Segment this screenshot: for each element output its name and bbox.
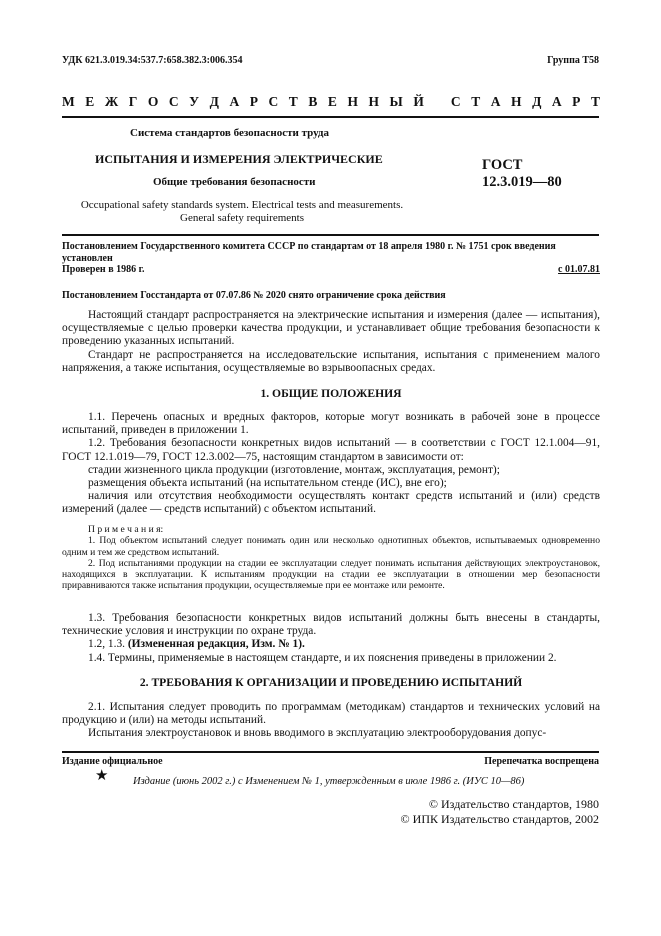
banner-letter: С — [168, 94, 179, 109]
copyright-2002: © ИПК Издательство стандартов, 2002 — [400, 812, 599, 826]
copyright-1980: © Издательство стандартов, 1980 — [428, 797, 599, 811]
english-title-line-1: Occupational safety standards system. Electrical tests and measurements. — [80, 199, 404, 211]
section-1-heading: 1. ОБЩИЕ ПОЛОЖЕНИЯ — [260, 387, 402, 400]
system-title: Система стандартов безопасности труда — [130, 127, 329, 139]
decree-line-2: установлен — [62, 252, 113, 264]
banner-letter: Г — [128, 94, 138, 109]
amendment-clauses: 1.2, 1.3. — [88, 638, 126, 651]
note-2: 2. Под испытаниями продукции на стадии ее эксплуатации следует понимать испытания действующих электроустановок, находящихся в эксплуатации. К испытаниям продукции на стадии ее эксплуатации в отношении мер безопасности приравниваются также испытания продукции, осуществляемые при ее монтаже или ремонте. — [62, 557, 600, 592]
effective-date: с 01.07.81 — [558, 264, 600, 275]
criterion-contact: наличия или отсутствия необходимости осуществлять контакт средств испытаний и (или) средств измерений (далее — средств испытаний) с объектом испытаний. — [62, 490, 600, 516]
document-subtitle: Общие требования безопасности — [153, 176, 316, 188]
group-code: Группа Т58 — [547, 55, 599, 66]
english-title — [62, 199, 422, 225]
paragraph-2-1-continued: Испытания электроустановок и вновь вводимого в эксплуатацию электрооборудования допус- — [88, 727, 547, 740]
banner-letter: Д — [532, 94, 542, 109]
intro-paragraph-1: Настоящий стандарт распространяется на электрические испытания и измерения (далее — испытания), осуществляемые с целью проверки качества продукции, и устанавливает общие требования безопасности к проведению указанных испытаний. — [62, 309, 600, 348]
gost-label: ГОСТ — [482, 157, 523, 173]
reprint-prohibited: Перепечатка воспрещена — [484, 756, 599, 767]
star-icon: ★ — [95, 768, 109, 784]
paragraph-1-3: 1.3. Требования безопасности конкретных видов испытаний должны быть внесены в стандарты, технические условия и инструкции по охране труда. — [62, 612, 600, 638]
banner-letter: Н — [347, 94, 358, 109]
banner-letter: М — [62, 94, 75, 109]
footer-rule — [62, 751, 599, 753]
note-1: 1. Под объектом испытаний следует понимать один или несколько однотипных объектов, испытываемых одновременно одним и тем же средством испытаний. — [62, 535, 600, 558]
banner-letter: Т — [590, 94, 600, 109]
decree-block — [62, 241, 602, 276]
banner-letter: С — [268, 94, 279, 109]
paragraph-1-2: 1.2. Требования безопасности конкретных видов испытаний — в соответствии с ГОСТ 12.1.004—91, ГОСТ 12.1.019—79, ГОСТ 12.3.002—75, настоящим стандартом в зависимости от: — [62, 437, 600, 463]
decree-checked: Проверен в 1986 г. — [62, 264, 145, 275]
banner-letter: Ы — [389, 94, 403, 109]
banner-letter: Ж — [104, 94, 119, 109]
criterion-lifecycle: стадии жизненного цикла продукции (изготовление, монтаж, эксплуатация, ремонт); — [88, 463, 500, 476]
notes-title: П р и м е ч а н и я: — [88, 524, 164, 535]
section-2-heading: 2. ТРЕБОВАНИЯ К ОРГАНИЗАЦИИ И ПРОВЕДЕНИЮ ИСПЫТАНИЙ — [139, 676, 523, 689]
banner-letter: Т — [471, 94, 481, 109]
banner-letter: Й — [413, 94, 424, 109]
banner-letter: А — [551, 94, 562, 109]
udk-code: УДК 621.3.019.34:537.7:658.382.3:006.354 — [62, 55, 243, 66]
banner-letter: Н — [511, 94, 522, 109]
intro-block — [62, 309, 600, 375]
interstate-standard-banner — [62, 94, 600, 110]
banner-letter: Р — [572, 94, 581, 109]
section-1-tail — [62, 612, 600, 665]
banner-letter: А — [490, 94, 501, 109]
banner-letter: Н — [368, 94, 379, 109]
banner-letter: Е — [85, 94, 95, 109]
decree-line-1: Постановлением Государственного комитета СССР по стандартам от 18 апреля 1980 г. № 1751 срок введения — [62, 241, 556, 252]
decree-checked-row — [62, 264, 600, 276]
criterion-placement: размещения объекта испытаний (на испытательном стенде (ИС), вне его); — [88, 477, 447, 490]
banner-rule — [62, 116, 599, 118]
copyright-block — [401, 797, 599, 827]
banner-letter: С — [450, 94, 461, 109]
banner-letter: В — [308, 94, 318, 109]
banner-letter: О — [147, 94, 159, 109]
title-rule — [62, 234, 599, 236]
amendment-note — [62, 638, 600, 651]
banner-letter: Е — [327, 94, 337, 109]
notes-block — [62, 524, 600, 592]
section-2-body — [62, 701, 600, 741]
banner-letter: Д — [209, 94, 219, 109]
decree-line-3: Постановлением Госстандарта от 07.07.86 № 2020 снято ограничение срока действия — [62, 290, 446, 301]
banner-letter: У — [189, 94, 200, 109]
banner-letter: Т — [288, 94, 298, 109]
amendment-text: (Измененная редакция, Изм. № 1). — [127, 638, 305, 651]
paragraph-2-1: 2.1. Испытания следует проводить по программам (методикам) стандартов и технических условий на продукцию и (или) на методы испытаний. — [62, 701, 600, 727]
section-1-body — [62, 411, 600, 517]
edition-note: Издание (июнь 2002 г.) с Изменением № 1, утвержденным в июле 1986 г. (ИУС 10—86) — [133, 776, 525, 787]
banner-letter: А — [229, 94, 240, 109]
gost-number: 12.3.019—80 — [482, 174, 562, 190]
paragraph-1-4: 1.4. Термины, применяемые в настоящем стандарте, и их пояснения приведены в приложении 2. — [88, 651, 557, 664]
official-edition: Издание официальное — [62, 756, 163, 767]
document-title: ИСПЫТАНИЯ И ИЗМЕРЕНИЯ ЭЛЕКТРИЧЕСКИЕ — [95, 152, 383, 166]
intro-paragraph-2: Стандарт не распространяется на исследовательские испытания, испытания с применением малого напряжения, а также испытания, осуществляемые во взрывоопасных средах. — [62, 348, 600, 374]
banner-letter: Р — [249, 94, 258, 109]
english-title-line-2: General safety requirements — [180, 212, 304, 224]
paragraph-1-1: 1.1. Перечень опасных и вредных факторов, которые могут возникать в рабочей зоне в процессе испытаний, приведен в приложении 1. — [62, 411, 600, 437]
banner-letter — [434, 94, 440, 110]
